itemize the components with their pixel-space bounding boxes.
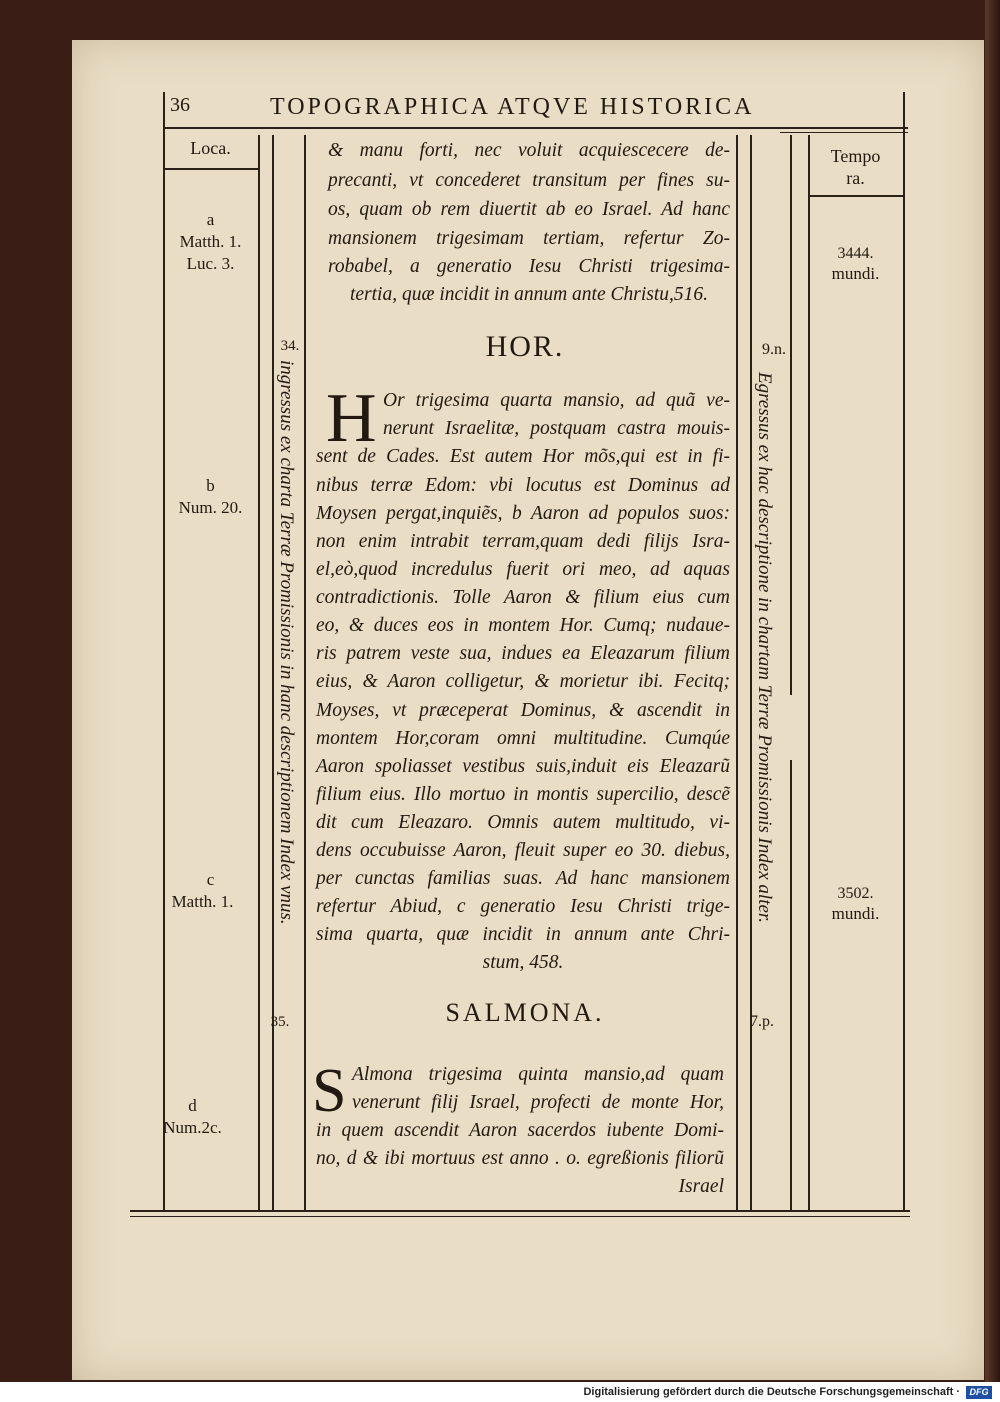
salmona-line: in quem ascendit Aaron sacerdos iubente Domi- (316, 1120, 724, 1141)
salmona-line: Israel (678, 1176, 724, 1197)
ref-letter-d: d (188, 1096, 197, 1115)
hor-line: montem Hor,coram omni multitudine. Cumqúe (316, 728, 730, 749)
left-column-header: Loca. (190, 138, 231, 158)
outer-right-rule (903, 92, 905, 1212)
ref-letter-c: c (206, 870, 215, 889)
hor-line: Moyses, vt præceperat Dominus, & ascendit in (316, 700, 730, 721)
section-heading-hor: HOR. (485, 330, 565, 363)
dfg-logo: DFG (966, 1386, 992, 1399)
ref-luc-3: Luc. 3. (186, 254, 235, 273)
ref-letter-a: a (206, 210, 215, 229)
vertical-index-left: ingressus ex charta Terræ Promissionis in hanc descriptionem Index vnus. (276, 360, 297, 925)
hor-line: dens occubuisse Aaron, fleuit super eo 30. diebus, (316, 840, 730, 861)
hor-line: Or trigesima quarta mansio, ad quã ve- (383, 390, 730, 411)
hor-line: eo, & duces eos in montem Hor. Cumq; nudaue- (316, 615, 730, 636)
ref-matth-1c: Matth. 1. (171, 892, 234, 911)
text-left-rule (304, 135, 306, 1210)
right-header-rule (808, 195, 903, 197)
station-34-left: 34. (280, 338, 300, 354)
right-date-rule (808, 135, 810, 1210)
book-edge (985, 0, 1000, 1382)
hor-line: stum, 458. (482, 952, 564, 973)
date-3444-mundi: mundi. (831, 264, 880, 283)
hor-line: el,eò,quod incredulus fuerit ori meo, ad aquas (316, 559, 730, 580)
salmona-line: venerunt filij Israel, profecti de monte Hor, (352, 1092, 724, 1113)
station-35-left: 35. (270, 1014, 290, 1030)
inner-right-rule (750, 135, 752, 1210)
digitization-footer (0, 1384, 1000, 1402)
top-line: precanti, vt concederet transitum per fines su- (328, 170, 730, 191)
drop-cap-s: S (312, 1057, 347, 1125)
footer-credit: Digitalisierung gefördert durch die Deutsche Forschungsgemeinschaft · (583, 1386, 960, 1398)
date-3444: 3444. (837, 245, 874, 262)
date-3502-mundi: mundi. (831, 904, 880, 923)
hor-line: sent de Cades. Est autem Hor mõs,qui est in fi- (316, 446, 730, 467)
date-3502: 3502. (837, 885, 874, 902)
hor-line: nerunt Israelitæ, postquam castra mouis- (383, 418, 730, 439)
running-title: TOPOGRAPHICA ATQVE HISTORICA (270, 94, 755, 120)
footer-rule (130, 1210, 910, 1212)
ref-letter-b: b (206, 476, 215, 495)
ref-num-20d: Num.2c. (163, 1118, 222, 1137)
right-column-header-line1: Tempo (830, 146, 881, 166)
header-rule (163, 127, 908, 129)
top-line: robabel, a generatio Iesu Christi trigesima- (328, 256, 730, 277)
hor-line: contradictionis. Tolle Aaron & filium eius cum (316, 587, 730, 608)
text-right-rule (736, 135, 738, 1210)
section-heading-salmona: SALMONA. (445, 998, 605, 1027)
top-line: & manu forti, nec voluit acquiescecere de- (328, 140, 730, 161)
right-column-header-line2: ra. (846, 168, 865, 188)
right-col-rule-b (790, 760, 792, 1210)
footer-rule-thin (130, 1216, 910, 1217)
header-rule-thin (780, 132, 908, 133)
hor-line: Aaron spoliasset vestibus suis,induit eis Eleazarũ (316, 756, 730, 777)
hor-line: ris patrem veste sua, indues ea Eleazarum filium (316, 643, 730, 664)
left-margin-rule-b (258, 505, 260, 925)
vertical-index-right: Egressus ex hac descriptione in chartam Terræ Promissionis Index alter. (754, 372, 775, 923)
hor-line: refertur Abiud, c generatio Iesu Christi trige- (316, 896, 730, 917)
hor-line: dit cum Eleazaro. Omnis autem multitudo, vi- (316, 812, 730, 833)
left-header-rule (163, 168, 258, 170)
salmona-line: no, d & ibi mortuus est anno . o. egreßionis filiorũ (316, 1148, 724, 1169)
station-35-right: 7.p. (750, 1013, 774, 1030)
hor-line: sima quarta, quæ incidit in annum ante Chri- (316, 924, 730, 945)
ref-num-20: Num. 20. (178, 498, 243, 517)
station-34-right: 9.n. (762, 341, 786, 358)
hor-line: Moysen pergat,inquiẽs, b Aaron ad populos suos: (316, 503, 730, 524)
hor-line: per cunctas familias suas. Ad hanc mansionem (316, 868, 730, 889)
top-line: mansionem trigesimam tertiam, refertur Zo- (328, 228, 730, 249)
hor-line: filium eius. Illo mortuo in montis supercilio, descẽ (316, 784, 730, 805)
top-line: os, quam ob rem diuertit ab eo Israel. Ad hanc (328, 199, 730, 220)
ref-matth-1a: Matth. 1. (179, 232, 242, 251)
hor-line: nibus terræ Edom: vbi locutus est Dominus ad (316, 475, 730, 496)
left-margin-rule-a (258, 135, 260, 505)
drop-cap-h: H (326, 380, 377, 457)
right-col-rule-a (790, 135, 792, 695)
salmona-line: Almona trigesima quinta mansio,ad quam (352, 1064, 724, 1085)
hor-line: non enim intrabit terram,quam dedi filijs Isra- (316, 531, 730, 552)
hor-line: eius, & Aaron colligetur, & morietur ibi. Fecitq; (316, 671, 730, 692)
top-line: tertia, quæ incidit in annum ante Christu,516. (349, 284, 709, 305)
left-margin-rule-c (258, 925, 260, 1210)
page-number: 36 (170, 94, 190, 116)
inner-left-rule (272, 135, 274, 1210)
